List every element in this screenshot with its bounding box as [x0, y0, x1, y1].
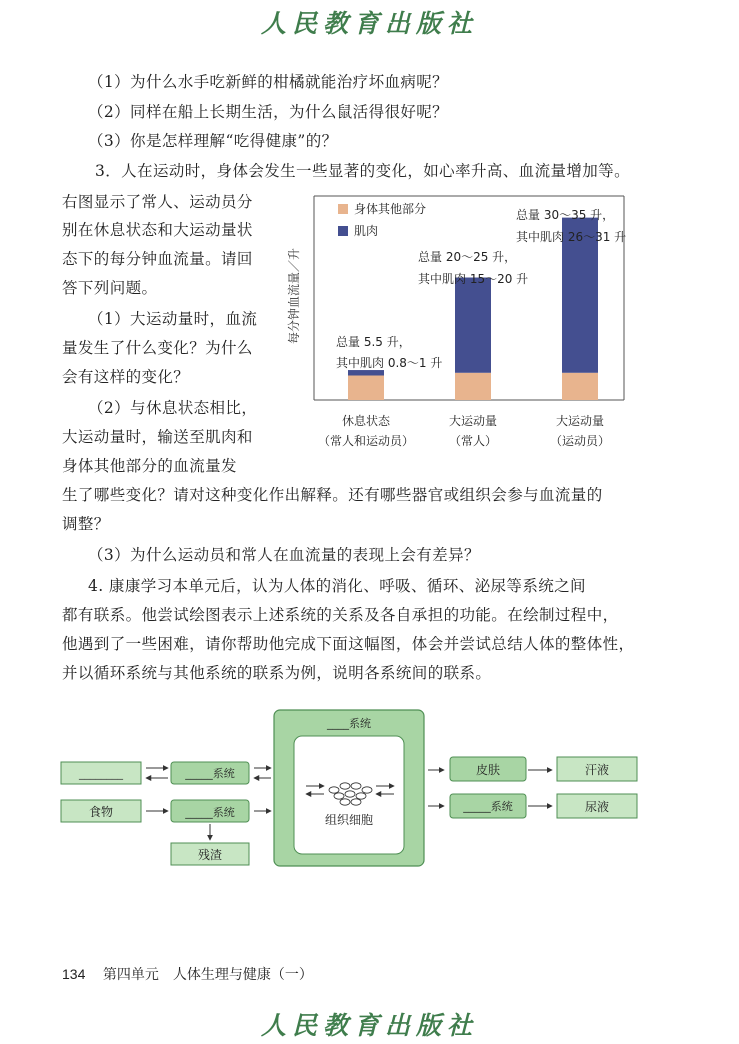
legend-label-other: 身体其他部分 [354, 202, 427, 216]
q4-line: 4. 康康学习本单元后，认为人体的消化、呼吸、循环、泌尿等系统之间 [88, 577, 586, 595]
q-line-1: （1）为什么水手吃新鲜的柑橘就能治疗坏血病呢？ [88, 73, 449, 91]
bar-annotation: 其中肌肉 15～20 升 [418, 272, 529, 286]
q4-line: 都有联系。他尝试绘图表示上述系统的关系及各自承担的功能。在绘制过程中， [62, 606, 619, 624]
blood-flow-chart [284, 192, 654, 457]
bar-segment-other [562, 373, 598, 400]
q3-wrap-line: 右图显示了常人、运动员分 [62, 193, 253, 211]
system-box-2-label: _____系统 [185, 806, 235, 819]
unit-title: 第四单元 人体生理与健康（一） [102, 968, 313, 983]
bar-annotation: 总量 20～25 升， [418, 250, 517, 264]
q3-wrap-line: 答下列问题。 [62, 279, 158, 297]
bar-segment-muscle [455, 278, 491, 373]
skin-label: 皮肤 [475, 763, 501, 777]
bar-annotation: 总量 30～35 升， [516, 208, 615, 222]
unknown-input-blank: ________ [79, 767, 123, 780]
urine-label: 尿液 [584, 800, 610, 814]
q-line-3: （3）你是怎样理解“吃得健康”的？ [88, 132, 338, 150]
tissue-cells-label: 组织细胞 [324, 813, 374, 827]
residue-label: 残渣 [197, 848, 223, 862]
q-line-2: （2）同样在船上长期生活，为什么鼠活得很好呢？ [88, 103, 449, 121]
q3-sub2-line: 身体其他部分的血流量发 [62, 457, 237, 475]
food-label: 食物 [88, 805, 114, 819]
page-footer [62, 964, 313, 984]
center-system-label: ____系统 [327, 717, 371, 730]
q3-sub3-line: （3）为什么运动员和常人在血流量的表现上会有差异？ [88, 546, 480, 564]
q3-intro-line: 3．人在运动时，身体会发生一些显著的变化，如心率升高、血流量增加等。 [95, 162, 630, 180]
q3-sub2-line: （2）与休息状态相比， [88, 399, 258, 417]
x-tick-sublabel: （常人） [448, 434, 498, 448]
bar-segment-other [348, 376, 384, 401]
q3-wrap-line: 态下的每分钟血流量。请回 [62, 250, 253, 268]
q3-sub1-line: （1）大运动量时，血流 [88, 310, 258, 328]
x-tick-sublabel: （运动员） [549, 434, 611, 448]
x-tick-label: 大运动量 [555, 414, 605, 428]
system-box-1-label: _____系统 [185, 767, 235, 780]
x-tick-label: 休息状态 [341, 414, 391, 428]
q3-sub2-line: 大运动量时，输送至肌肉和 [62, 428, 253, 446]
page-number: 134 [62, 966, 86, 982]
publisher-watermark-top: 人民教育出版社 [260, 9, 478, 38]
q3-sub2-line: 生了哪些变化？请对这种变化作出解释。还有哪些器官或组织会参与血流量的 [62, 486, 603, 504]
publisher-watermark-bottom: 人民教育出版社 [260, 1011, 478, 1040]
y-axis-label: 每分钟血流量／升 [287, 247, 301, 345]
bar-annotation: 其中肌肉 26～31 升 [516, 230, 627, 244]
x-tick-sublabel: （常人和运动员） [317, 434, 415, 448]
body-systems-diagram [58, 706, 658, 871]
sweat-label: 汗液 [584, 763, 610, 777]
x-tick-label: 大运动量 [448, 414, 498, 428]
bar-segment-muscle [348, 370, 384, 375]
legend-swatch-muscle [338, 226, 348, 236]
bar-segment-other [455, 373, 491, 400]
bar-annotation: 总量 5.5 升， [336, 335, 411, 349]
q4-line: 并以循环系统与其他系统的联系为例，说明各系统间的联系。 [62, 664, 492, 682]
legend-label-muscle: 肌肉 [354, 224, 379, 238]
system-box-3-label: _____系统 [463, 800, 513, 813]
q4-line: 他遇到了一些困难，请你帮助他完成下面这幅图，体会并尝试总结人体的整体性， [62, 635, 635, 653]
q3-sub1-line: 量发生了什么变化？为什么 [62, 339, 253, 357]
bar-annotation: 其中肌肉 0.8～1 升 [336, 356, 443, 370]
q3-wrap-line: 别在休息状态和大运动量状 [62, 221, 253, 239]
q3-sub2-line: 调整？ [62, 515, 110, 533]
q3-sub1-line: 会有这样的变化？ [62, 368, 190, 386]
legend-swatch-other [338, 204, 348, 214]
